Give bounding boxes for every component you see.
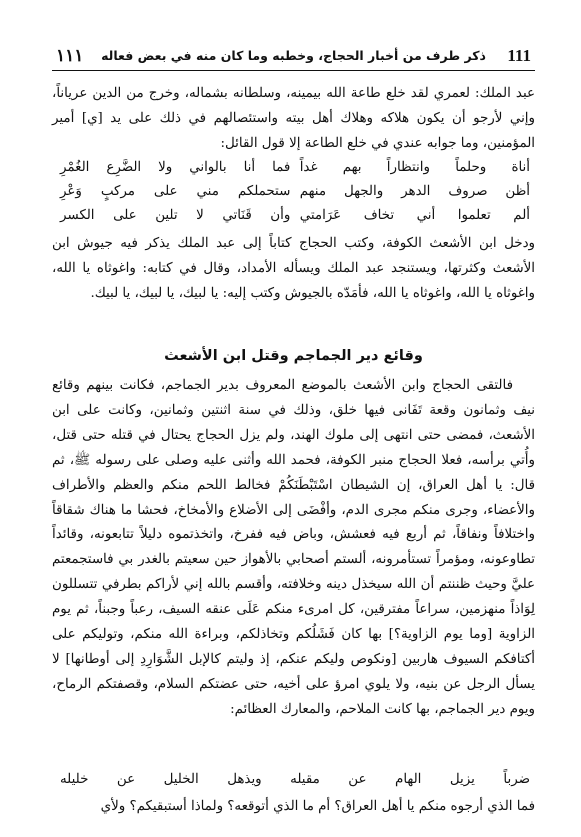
after-poem-text-block [52, 232, 535, 306]
poem [60, 156, 530, 228]
verse-second-hemistich: ستحملكم مني على مركبٍ وَعْرِ [60, 184, 291, 199]
after-poem-paragraph: ودخل ابن الأشعث الكوفة، وكتب الحجاج كتاباً إلى عبد الملك يذكر فيه جيوش ابن الأشعث وكثرتها، ويستنجد عبد الملك ويسأله الأمداد، وقال في كتابه: واغوثاه يا الله، واغوثاه يا الله، واغوثاه يا الله، فأمَدّه بالجيوش وكتب إليه: يا لبيك، يا لبيك، يا لبيك. [52, 236, 535, 301]
verse-first-hemistich: ألم تعلموا أني تخاف عَرَامتي [299, 208, 530, 223]
verse-second-hemistich: وأن قَنَاتي لا تلين على الكسر [60, 208, 291, 223]
intro-text-block [52, 82, 535, 156]
main-text-block [52, 374, 535, 723]
closing-verse: ضرباً يزيل الهام عن مقيله ويذهل الخليل عن خليله [60, 772, 530, 787]
page-number-arabic: ١١١ [56, 46, 84, 65]
intro-paragraph: عبد الملك: لعمري لقد خلع طاعة الله بيمينه، وسلطانه بشماله، وخرج من الدين عرياناً، وإني لأرجو أن يكون هلاكه وهلاك أهل بيته واستئصالهم في ذلك على يد [ي] أمير المؤمنين، وما جوابه عندي في خلع الطاعة إلا قول القائل: [52, 86, 535, 151]
verse-second-hemistich: فما أنا بالواني ولا الضَّرِع الغُمْرِ [60, 160, 291, 175]
main-paragraph: فالتقى الحجاج وابن الأشعث بالموضع المعروف بدير الجماجم، فكانت بينهم وقائع نيف وثمانون وقعة تَفَانى فيها خلق، وذلك في سنة اثنتين وثمانين، وكانت على ابن الأشعث، فمضى حتى انتهى إلى ملوك الهند، ولم يزل الحجاج يحتال في قتله حتى قتل، وأُتي برأسه، فعلا الحجاج منبر الكوفة، فحمد الله وأثنى عليه وصلى على رسوله ﷺ، ثم قال: يا أهل العراق، إن الشيطان اسْتَبْطَنَكُمْ فخالط اللحم منكم والعظم والأطراف والأعضاء، وجرى منكم مجرى الدم، وأفْضَى إلى الأضلاع والأمخاخ، فحشا ما هناك شقاقاً واختلافاً ونفاقاً، ثم أربع فيه فعشش، وباض فيه ففرخ، واتخذتموه دليلاً تتابعونه، وقائداً تطاوعونه، ومؤمراً تستأمرونه، ألستم أصحابي بالأهواز حين سعيتم بالغدر بي فاستجمعتم عليَّ وحيث ظننتم أن الله سيخذل دينه وخلافته، وأقسم بالله إني لأراكم بطرفي تتسللون لِوَاذاً منهزمين، سراعاً مفترقين، كل امرىء منكم عَلَى عنقه السيف، رعباً وجبناً، ثم يوم الزاوية [وما يوم الزاوية؟] بها كان فَشَلُكم وتخاذلكم، وبراءة الله منكم، وتوليكم على أكتافكم السيوف هاربين [ونكوص وليكم عنكم، إذ وليتم كالإبل الشَّوَارِدِ إلى أوطانها] لا يسأل الرجل عن بنيه، ولا يلوي امرؤ على أخيه، حتى عضتكم السلام، وقصفتكم الرماح، ويوم دير الجماجم، بها كانت الملاحم، والمعارك العظائم: [52, 378, 535, 717]
poem-verse [60, 180, 530, 204]
poem-verse [60, 156, 530, 180]
continuation-line: فما الذي أرجوه منكم يا أهل العراق؟ أم ما الذي أتوقعه؟ ولماذا أستبقيكم؟ ولأي [100, 799, 535, 814]
section-heading: وقائع دير الجماجم وقتل ابن الأشعث [164, 348, 423, 364]
poem-verse [60, 204, 530, 228]
page-number: 111 [507, 46, 531, 65]
page-header [52, 40, 535, 71]
verse-first-hemistich: أناة وحلماً وانتظاراً بهم غداً [299, 160, 530, 175]
verse-first-hemistich: أظن صروف الدهر والجهل منهم [299, 184, 530, 199]
running-title: ذكر طرف من أخبار الحجاج، وخطبه وما كان منه في بعض فعاله [101, 48, 486, 63]
